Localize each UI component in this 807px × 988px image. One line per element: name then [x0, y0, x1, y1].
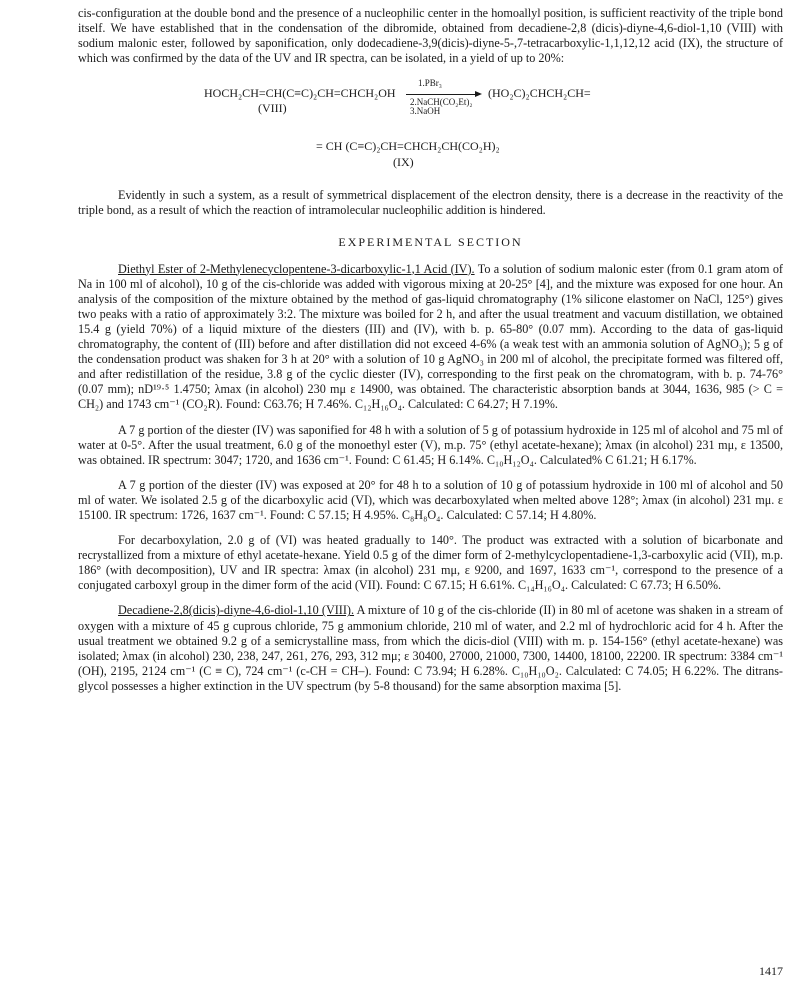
scheme-step-3: 3.NaOH	[410, 106, 441, 117]
scheme-reactant: HOCH₂CH=CH(C≡C)₂CH=CHCH₂OH	[204, 86, 396, 101]
scheme-product-part-2: = CH (C≡C)₂CH=CHCH₂CH(CO₂H)₂	[316, 139, 500, 154]
scheme-product-part-1: (HO₂C)₂CHCH₂CH=	[488, 86, 591, 101]
scheme-arrow	[406, 94, 476, 95]
evidently-paragraph: Evidently in such a system, as a result of symmetrical displacement of the electron density, there is a decrease in the reactivity of the triple bond, as a result of which the reaction of intramolecular nucleophilic addition is hindered.	[78, 188, 783, 218]
section-heading: EXPERIMENTAL SECTION	[338, 234, 523, 249]
scheme-step-1: 1.PBr₃	[418, 78, 442, 89]
paragraph-title: Diethyl Ester of 2-Methylenecyclopentene-3-dicarboxylic-1,1 Acid (IV).	[118, 261, 475, 276]
scheme-arrow-head	[475, 91, 482, 97]
paper-page	[78, 0, 783, 694]
paragraph-decarboxylation: For decarboxylation, 2.0 g of (VI) was heated gradually to 140°. The product was extracted with a solution of bicarbonate and recrystallized from a mixture of ethyl acetate-hexane. Yield 0.5 g of the dimer form of 2-methylcyclopentadiene-1,3-carboxylic acid (VII), m.p. 186° (with decomposition), UV and IR spectra: λmax (in alcohol) 231 mμ, ε 9200, and 1697, 1633 cm⁻¹, correspond to the presence of a conjugated carboxyl group in the dimer form of the acid (VII). Found: C 67.15; H 6.61%. C₁₄H₁₆O₄. Calculated: C 67.73; H 6.50%.	[78, 533, 783, 593]
page-number: 1417	[759, 964, 783, 978]
paragraph-saponification: A 7 g portion of the diester (IV) was saponified for 48 h with a solution of 5 g of potassium hydroxide in 125 ml of alcohol and 75 ml of water at 0-5°. After the usual treatment, 6.0 g of the monoethyl ester (V), m.p. 75° (ethyl acetate-hexane); λmax (in alcohol) 231 mμ, ε 13500, was obtained. IR spectrum: 3047; 1720, and 1636 cm⁻¹. Found: C 61.45; H 6.14%. C₁₀H₁₂O₄. Calculated% C 61.21; H 6.17%.	[78, 422, 783, 467]
paragraph-dicarboxylic-acid: A 7 g portion of the diester (IV) was exposed at 20° for 48 h to a solution of 10 g of potassium hydroxide in 100 ml of alcohol and 50 ml of water. We isolated 2.5 g of the dicarboxylic acid (VI), which was decarboxylated when melted above 128°; λmax (in alcohol) 231 mμ. ε 15100. IR spectrum: 1726, 1637 cm⁻¹. Found: C 57.15; H 4.95%. C₈H₈O₄. Calculated: C 57.14; H 4.80%.	[78, 477, 783, 522]
paragraph-body: A mixture of 10 g of the cis-chloride (II) in 80 ml of acetone was shaken in a stream of oxygen with a mixture of 45 g cuprous chloride, 75 g ammonium chloride, 210 ml of water, and 2.2 ml of hydrochloric acid for 4 h. After the usual treatment we obtained 9.2 g of a semicrystalline mass, from which the dicis-diol (VIII) with m. p. 154-156° (ethyl acetate-hexane) was isolated; λmax (in alcohol) 230, 238, 247, 261, 276, 293, 312 mμ; ε 30400, 27000, 21000, 7300, 14400, 18100, 22200. IR spectrum: 3384 cm⁻¹ (OH), 2195, 2124 cm⁻¹ (C ≡ C), 724 cm⁻¹ (c-CH = CH–). Found: C 73.94; H 6.28%. C₁₀H₁₀O₂. Calculated: C 74.05; H 6.22%. The ditrans-glycol possesses a higher extinction in the UV spectrum (by 5-8 thousand) for the same absorption maxima [5].	[78, 603, 784, 693]
intro-paragraph: cis-configuration at the double bond and the presence of a nucleophilic center in the homoallyl position, is sufficient reactivity of the triple bond itself. We have established that in the condensation of the dibromide, obtained from decadiene-2,8 (dicis)-diyne-4,6-diol-1,10 (VIII) with sodium malonic ester, followed by saponification, only dodecadiene-3,9(dicis)-diyne-5-,7-tetracarboxylic-1,1,12,12 acid (IX), the structure of which was confirmed by the data of the UV and IR spectra, can be isolated, in a yield of up to 20%:	[78, 6, 783, 66]
reaction-scheme	[78, 66, 783, 184]
paragraph-diethyl-ester	[78, 262, 783, 413]
paragraph-body: To a solution of sodium malonic ester (from 0.1 gram atom of Na in 100 ml of alcohol), 10 g of the cis-chloride was added with vigorous mixing at 20-25° [4], and the mixture was exposed for one hour. An analysis of the composition of the mixture obtained by the method of gas-liquid chromatography (1% silicone elastomer on NaCl, 125°) gives two peaks with a ratio of approximately 3:2. The mixture was boiled for 2 h, and after the usual treatment and vacuum distillation, we obtained 15.4 g (yield 70%) of a liquid mixture of the diesters (III) and (IV), with b. p. 65-80° (0.07 mm). According to the data of gas-liquid chromatography, the content of (III) before and after distillation did not exceed 4-6% (a weak test with an ammonia solution of AgNO₃); 5 g of the condensation product was shaken for 3 h at 20° with a solution of 10 g AgNO₃ in 200 ml of alcohol, the precipitate formed was filtered off, and after redistillation of the residue, 3.8 g of the cyclic diester (IV), corresponding to the first peak on the chromatogram, with b. p. 74-76° (0.07 mm); nD¹⁹·⁵ 1.4750; λmax (in alcohol) 230 mμ ε 14900, was obtained. The characteristic absorption bands at 3044, 1636, 985 (> C = CH₂) and 1743 cm⁻¹ (CO₂R). Found: C63.76; H 7.46%. C₁₂H₁₆O₄. Calculated: C 64.27; H 7.19%.	[78, 261, 783, 412]
paragraph-decadiene	[78, 603, 783, 694]
scheme-step-2: 2.NaCH(CO₂Et)₂	[410, 97, 473, 108]
paragraph-title: Decadiene-2,8(dicis)-diyne-4,6-diol-1,10 (VIII).	[118, 603, 355, 618]
scheme-product-label: (IX)	[393, 155, 414, 170]
scheme-reactant-label: (VIII)	[258, 101, 287, 116]
